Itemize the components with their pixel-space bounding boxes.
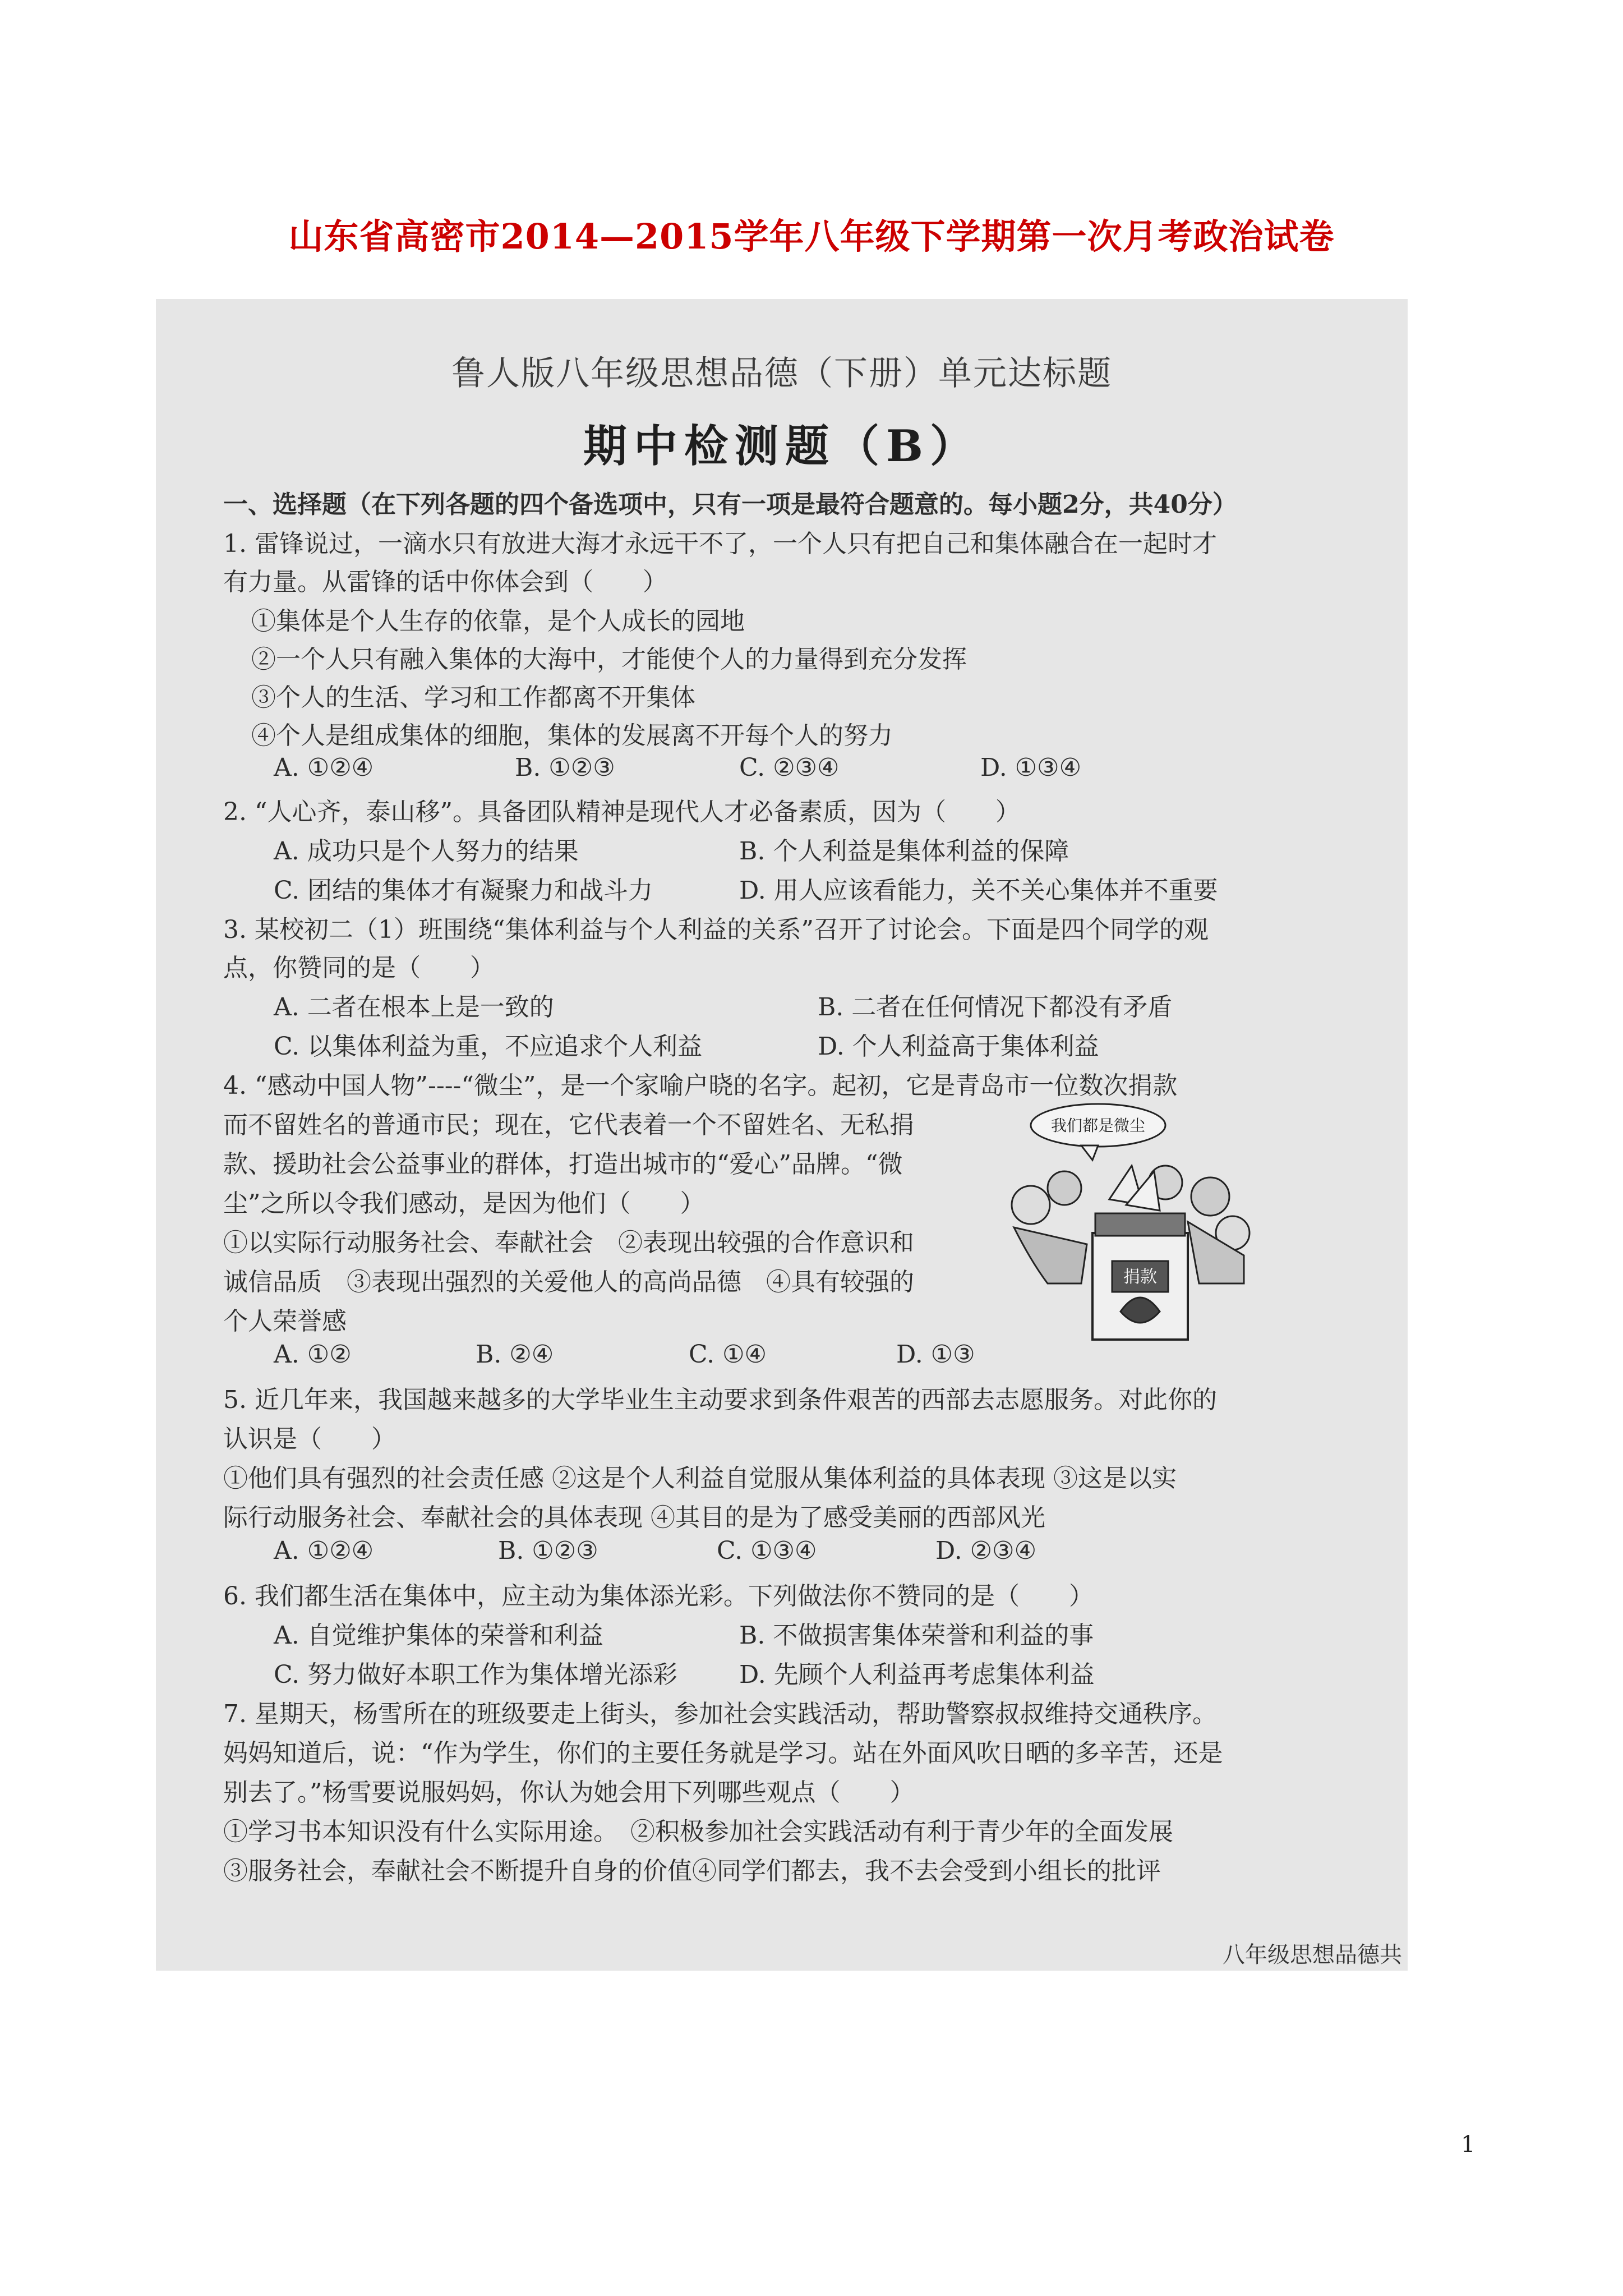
q6-option-c: C. 努力做好本职工作为集体增光添彩	[274, 1660, 678, 1689]
q4-line-5: ①以实际行动服务社会、奉献社会 ②表现出较强的合作意识和	[223, 1228, 914, 1257]
scan-footer: 八年级思想品德共	[1223, 1942, 1402, 1968]
q6-option-b: B. 不做损害集体荣誉和利益的事	[739, 1621, 1094, 1650]
q4-line-1: 4. “感动中国人物”----“微尘”，是一个家喻户晓的名字。起初，它是青岛市一位数次捐款	[223, 1071, 1178, 1100]
page-number: 1	[1461, 2132, 1476, 2157]
q1-option-d: D. ①③④	[980, 753, 1082, 782]
scanned-exam-page	[156, 299, 1408, 1971]
q6-line-1: 6. 我们都生活在集体中，应主动为集体添光彩。下列做法你不赞同的是（ ）	[223, 1582, 1094, 1611]
q2-option-c: C. 团结的集体才有凝聚力和战斗力	[274, 876, 653, 905]
q7-line-2: 妈妈知道后，说：“作为学生，你们的主要任务就是学习。站在外面风吹日晒的多辛苦，还是	[223, 1739, 1223, 1768]
q3-option-d: D. 个人利益高于集体利益	[818, 1032, 1099, 1061]
q7-statement-1-2: ①学习书本知识没有什么实际用途。 ②积极参加社会实践活动有利于青少年的全面发展	[223, 1818, 1173, 1846]
q3-option-b: B. 二者在任何情况下都没有矛盾	[818, 993, 1173, 1022]
q4-option-b: B. ②④	[476, 1340, 554, 1369]
exam-main-title: 期中检测题（B）	[583, 421, 980, 472]
q3-option-c: C. 以集体利益为重，不应追求个人利益	[274, 1032, 703, 1061]
q7-line-1: 7. 星期天，杨雪所在的班级要走上街头，参加社会实践活动，帮助警察叔叔维持交通秩序。	[223, 1700, 1217, 1728]
q2-option-d: D. 用人应该看能力，关不关心集体并不重要	[739, 876, 1218, 905]
q3-line-2: 点，你赞同的是（ ）	[223, 954, 495, 982]
q4-line-6: 诚信品质 ③表现出强烈的关爱他人的高尚品德 ④具有较强的	[223, 1268, 914, 1296]
q4-line-4: 尘”之所以令我们感动，是因为他们（ ）	[223, 1189, 705, 1218]
donation-cartoon-illustration	[997, 1098, 1261, 1345]
q5-line-3: ①他们具有强烈的社会责任感 ②这是个人利益自觉服从集体利益的具体表现 ③这是以实	[223, 1464, 1177, 1493]
document-title: 山东省高密市2014—2015学年八年级下学期第一次月考政治试卷	[288, 216, 1335, 257]
q1-line-2: 有力量。从雷锋的话中你体会到（ ）	[223, 568, 667, 596]
q5-line-2: 认识是（ ）	[223, 1425, 396, 1453]
q1-statement-4: ④个人是组成集体的细胞，集体的发展离不开每个人的努力	[251, 721, 893, 750]
q5-option-b: B. ①②③	[498, 1536, 598, 1565]
q5-option-c: C. ①③④	[717, 1536, 817, 1565]
q5-line-4: 际行动服务社会、奉献社会的具体表现 ④其目的是为了感受美丽的西部风光	[223, 1503, 1045, 1532]
q5-option-a: A. ①②④	[274, 1536, 374, 1565]
q1-option-b: B. ①②③	[515, 753, 615, 782]
q6-option-d: D. 先顾个人利益再考虑集体利益	[739, 1660, 1095, 1689]
q7-line-3: 别去了。”杨雪要说服妈妈，你认为她会用下列哪些观点（ ）	[223, 1778, 915, 1807]
q3-line-1: 3. 某校初二（1）班围绕“集体利益与个人利益的关系”召开了讨论会。下面是四个同学的观	[223, 915, 1209, 944]
q2-option-a: A. 成功只是个人努力的结果	[274, 837, 579, 866]
illustration-box-label: 捐款	[1123, 1267, 1157, 1287]
q4-option-a: A. ①②	[274, 1340, 352, 1369]
q4-line-3: 款、援助社会公益事业的群体，打造出城市的“爱心”品牌。“微	[223, 1150, 903, 1179]
q6-option-a: A. 自觉维护集体的荣誉和利益	[274, 1621, 603, 1650]
q5-line-1: 5. 近几年来，我国越来越多的大学毕业生主动要求到条件艰苦的西部去志愿服务。对此你的	[223, 1386, 1217, 1414]
q4-option-c: C. ①④	[689, 1340, 767, 1369]
exam-subtitle: 鲁人版八年级思想品德（下册）单元达标题	[451, 354, 1112, 393]
q4-line-7: 个人荣誉感	[223, 1307, 347, 1336]
q4-line-2: 而不留姓名的普通市民；现在，它代表着一个不留姓名、无私捐	[223, 1111, 914, 1139]
q1-statement-3: ③个人的生活、学习和工作都离不开集体	[251, 683, 695, 712]
q1-statement-2: ②一个人只有融入集体的大海中，才能使个人的力量得到充分发挥	[251, 645, 967, 674]
illustration-speech-text: 我们都是微尘	[1050, 1116, 1146, 1135]
q3-option-a: A. 二者在根本上是一致的	[274, 993, 554, 1022]
section-heading: 一、选择题（在下列各题的四个备选项中，只有一项是最符合题意的。每小题2分，共40分）	[223, 490, 1237, 519]
q2-option-b: B. 个人利益是集体利益的保障	[739, 837, 1069, 866]
q1-statement-1: ①集体是个人生存的依靠，是个人成长的园地	[251, 607, 745, 636]
q7-statement-3-4: ③服务社会，奉献社会不断提升自身的价值④同学们都去，我不去会受到小组长的批评	[223, 1857, 1161, 1885]
q2-line-1: 2. “人心齐，泰山移”。具备团队精神是现代人才必备素质，因为（ ）	[223, 798, 1020, 826]
q4-option-d: D. ①③	[896, 1340, 975, 1369]
q5-option-d: D. ②③④	[935, 1536, 1037, 1565]
q1-line-1: 1. 雷锋说过，一滴水只有放进大海才永远干不了，一个人只有把自己和集体融合在一起时才	[223, 530, 1217, 558]
q1-option-a: A. ①②④	[274, 753, 374, 782]
q1-option-c: C. ②③④	[739, 753, 840, 782]
